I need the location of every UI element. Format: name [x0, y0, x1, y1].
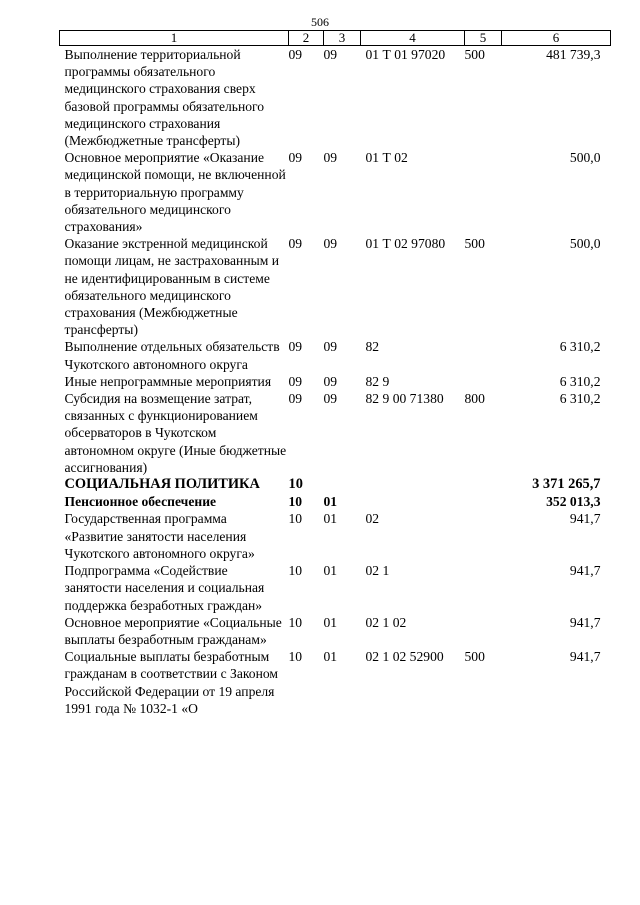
row-expense-type: [465, 149, 502, 235]
row-expense-type: 500: [464, 649, 485, 665]
table-row: [60, 476, 611, 493]
row-name: Основное мероприятие «Социальные выплаты безработным гражданам»: [64, 614, 282, 647]
row-amount: 941,7: [569, 649, 601, 665]
row-subsection-code: 09: [323, 339, 338, 355]
row-section-code: 09: [288, 373, 303, 389]
table-row: [60, 648, 611, 717]
table-row: [60, 149, 611, 235]
row-amount: 6 310,2: [559, 391, 601, 407]
row-name: Выполнение отдельных обязательств Чукотского автономного округа: [64, 339, 280, 372]
row-section-code: 09: [288, 391, 303, 407]
column-header-5: 5: [465, 31, 502, 46]
row-target-article: 02 1 02 52900: [365, 649, 444, 665]
row-amount: 500,0: [569, 150, 601, 166]
row-amount: 941,7: [569, 614, 601, 630]
header-row: [60, 31, 611, 46]
row-subsection-code: 09: [323, 150, 338, 166]
column-header-6: 6: [502, 31, 611, 46]
row-target-article: 82: [365, 339, 380, 355]
row-amount: 6 310,2: [559, 339, 601, 355]
table-row: [60, 614, 611, 648]
table-header: [60, 31, 611, 46]
row-target-article: 01 Т 02: [365, 150, 408, 166]
table-row: [60, 510, 611, 562]
row-amount: 6 310,2: [559, 373, 601, 389]
row-subsection-code: 09: [323, 236, 338, 252]
table-body: [60, 46, 611, 717]
row-expense-type: [465, 493, 502, 510]
row-name: Подпрограмма «Содействие занятости населения и социальная поддержка безработных граждан»: [64, 563, 265, 613]
table-row: [60, 235, 611, 338]
row-subsection-code: 09: [323, 391, 338, 407]
row-subsection-code: 01: [323, 563, 338, 579]
row-amount: 941,7: [569, 563, 601, 579]
row-section-code: 10: [288, 511, 303, 527]
table-row: [60, 493, 611, 510]
row-amount: 3 371 265,7: [532, 476, 601, 493]
column-header-1: 1: [60, 31, 289, 46]
row-expense-type: [465, 562, 502, 614]
row-expense-type: 500: [464, 236, 485, 252]
row-section-code: 09: [288, 150, 303, 166]
row-target-article: 01 Т 01 97020: [365, 47, 446, 62]
budget-table: [59, 30, 611, 717]
row-amount: 941,7: [569, 511, 601, 527]
row-section-code: 10: [288, 494, 303, 510]
row-amount: 352 013,3: [546, 494, 601, 510]
row-name: Пенсионное обеспечение: [64, 494, 217, 510]
row-name: Оказание экстренной медицинской помощи лицам, не застрахованным и не идентифицированным в системе обязательного медицинского страхования (Межбюджетные трансферты): [64, 236, 280, 338]
row-expense-type: [465, 373, 502, 390]
row-expense-type: [465, 338, 502, 372]
row-subsection-code: 01: [323, 649, 338, 665]
row-subsection-code: 09: [323, 373, 338, 389]
row-name: Субсидия на возмещение затрат, связанных с функционированием обсерваторов в Чукотском автономном округе (Иные бюджетные ассигнования): [64, 391, 287, 475]
column-header-4: 4: [361, 31, 465, 46]
row-section-code: 10: [288, 649, 303, 665]
row-expense-type: [465, 614, 502, 648]
row-target-article: 02 1 02: [365, 614, 407, 630]
row-section-code: 10: [288, 563, 303, 579]
row-section-code: 09: [288, 236, 303, 252]
row-expense-type: [465, 510, 502, 562]
row-target-article: 82 9 00 71380: [365, 391, 444, 407]
row-amount: 500,0: [569, 236, 601, 252]
row-subsection-code: 01: [323, 511, 338, 527]
column-header-2: 2: [289, 31, 324, 46]
row-name: СОЦИАЛЬНАЯ ПОЛИТИКА: [64, 476, 260, 493]
row-subsection-code: 01: [323, 494, 338, 510]
row-name: Основное мероприятие «Оказание медицинской помощи, не включенной в территориальную программу обязательного медицинского страхования»: [64, 150, 286, 235]
row-subsection-code: [324, 476, 361, 493]
row-name: Государственная программа «Развитие занятости населения Чукотского автономного округа»: [64, 511, 255, 561]
row-expense-type: 500: [464, 47, 485, 62]
row-section-code: 10: [288, 614, 303, 630]
row-target-article: 82 9: [365, 373, 390, 389]
row-target-article: [361, 476, 465, 493]
column-header-3: 3: [324, 31, 361, 46]
row-section-code: 10: [288, 476, 303, 493]
row-name: Иные непрограммные мероприятия: [64, 373, 272, 389]
table-row: [60, 562, 611, 614]
table-row: [60, 390, 611, 476]
row-amount: 481 739,3: [546, 47, 601, 62]
row-expense-type: 800: [464, 391, 485, 407]
row-subsection-code: 09: [323, 47, 338, 62]
row-subsection-code: 01: [323, 614, 338, 630]
row-section-code: 09: [288, 339, 303, 355]
row-target-article: 02 1: [365, 563, 390, 579]
row-target-article: [361, 493, 465, 510]
table-row: [60, 338, 611, 372]
table-row: [60, 46, 611, 150]
row-target-article: 01 Т 02 97080: [365, 236, 446, 252]
row-section-code: 09: [288, 47, 303, 62]
row-name: Выполнение территориальной программы обязательного медицинского страхования сверх базовой программы обязательного медицинского страхования (Межбюджетные трансферты): [64, 47, 265, 149]
row-name: Социальные выплаты безработным гражданам в соответствии с Законом Российской Федерации от 19 апреля 1991 года № 1032-1 «О: [64, 649, 278, 716]
row-target-article: 02: [365, 511, 380, 527]
row-expense-type: [465, 476, 502, 493]
table-row: [60, 373, 611, 390]
page-number: 506: [311, 15, 329, 29]
